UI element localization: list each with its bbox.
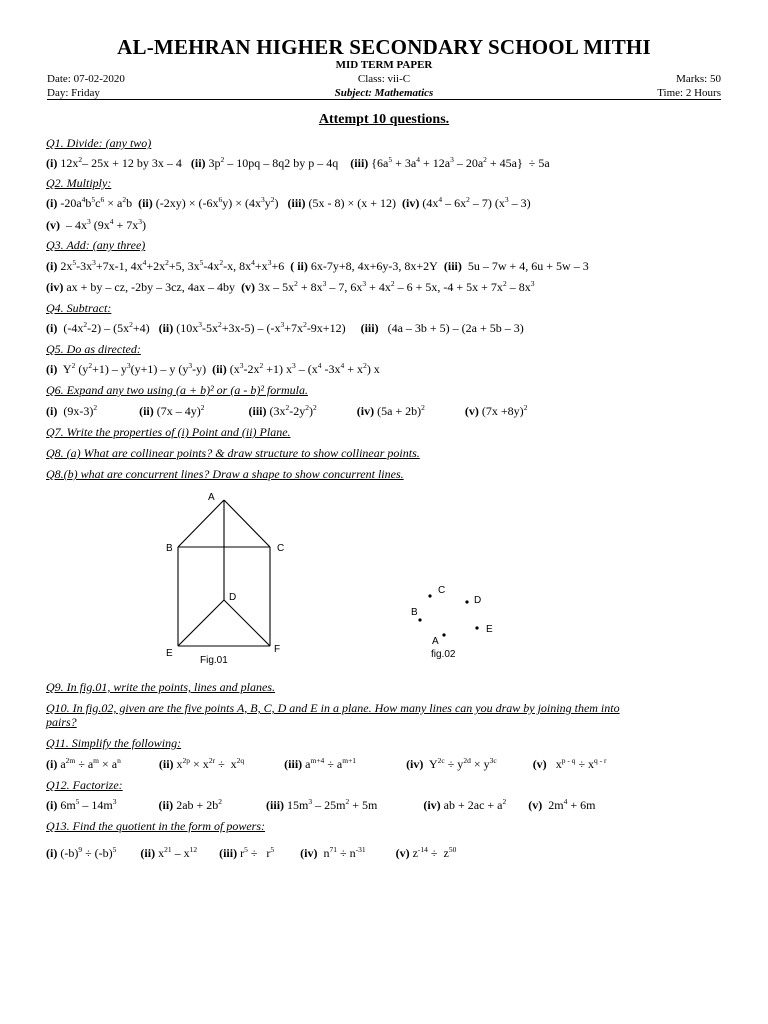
q13-items: (i) $(-b)^9 \div (-b)^5$ (ii) $x^{21} - x^{12}$ (iii) $r^5 \div r^5$ (iv) $n^{71} \div n^{-31}$ (v) $z^{-14} \div z^{50}$ <box>46 845 457 860</box>
q1-items: (i) $12x^2-$ 25x + 12 by 3x – 4 (ii) $3p^2 - 10pq - 8q2$ by p – 4q (iii) $\{6a^5 + 3a^4 + 12a^3 - 20a^2 + 45a\} \div 5a$ <box>46 155 550 170</box>
q1-heading: Q1. Divide: (any two) <box>46 136 152 150</box>
q3-items-1: (i) $2x^5-3x^3+7x-1$, $4x^4+2x^2+5$, $3x^5-4x^2-x$, $8x^4+x^3+6$ ( ii) 6x-7y+8, 4x+6y-3, 8x+2Y (iii) 5u – 7w + 4, 6u + 5w – 3 <box>46 258 589 273</box>
fig2-point-b <box>418 618 421 621</box>
q8a-heading: Q8. (a) What are collinear points? & draw structure to show collinear points. <box>46 446 420 460</box>
exam-class: Class: vii-C <box>357 73 411 85</box>
q10-heading: Q10. In fig.02, given are the five points A, B, C, D and E in a plane. How many lines can you draw by joining them into <box>46 701 620 715</box>
q12-items: (i) $6m^5 - 14m^3$ (ii) $2ab + 2b^2$ (iii) $15m^3 - 25m^2 + 5m$ (iv) ab + $2ac + a^2$ (v) $2m^4 + 6m$ <box>46 797 596 812</box>
exam-subject: Subject: Mathematics <box>334 87 434 99</box>
fig1-edge-df <box>224 600 270 646</box>
instruction: Attempt 10 questions. <box>318 112 450 127</box>
school-name: AL-MEHRAN HIGHER SECONDARY SCHOOL MITHI <box>117 35 651 59</box>
exam-day: Day: Friday <box>47 87 100 99</box>
q11-items: (i) $a^{2m} \div a^m \times a^n$ (ii) $x^{2p} \times x^{2r} \div x^{2q}$ (iii) $a^{m+4} \div a^{m+1}$ (iv) $Y^{2c} \div y^{2d} \times y^{3c}$ (v) $x^{p - q} \div x^{q - r}$ <box>46 756 607 771</box>
fig2-label-d: D <box>474 595 482 606</box>
fig2-label-b: B <box>411 607 418 618</box>
fig2-point-a <box>442 633 445 636</box>
q3-items-2: (iv) ax + by – cz, -2by – 3cz, 4ax – 4by (v) $3x - 5x^2 + 8x^3 - 7$, $6x^3 + 4x^2 - 6 + 5x$, $-4 + 5x + 7x^2 - 8x^3$ <box>46 279 535 294</box>
exam-date: Date: 07-02-2020 <box>47 73 125 85</box>
fig1-label-a: A <box>208 492 215 503</box>
paper-type: MID TERM PAPER <box>335 59 433 71</box>
q8b-heading: Q8.(b) what are concurrent lines? Draw a shape to show concurrent lines. <box>46 467 404 481</box>
q11-heading: Q11. Simplify the following: <box>46 736 182 750</box>
q6-heading: Q6. Expand any two using (a + b)² or (a - b)² formula. <box>46 383 308 397</box>
fig2-points <box>418 594 478 636</box>
q9-heading: Q9. In fig.01, write the points, lines and planes. <box>46 680 275 694</box>
q3-heading: Q3. Add: (any three) <box>46 238 146 252</box>
fig1-label-f: F <box>274 644 281 655</box>
q12-heading: Q12. Factorize: <box>46 778 123 792</box>
fig1-edge-ac <box>224 500 270 547</box>
q5-items: (i) $Y^2$ $(y^2+1) - y^3(y+1) - y$ $(y^3-y)$ (ii) $(x^3-2x^2 +1)$ $x^3 - (x^4$ $-3x^4 + x^2$) x <box>46 361 380 376</box>
q4-items: (i) $(-4x^2-2) - (5x^2+4)$ (ii) $(10x^3-5x^2+3x-5) - (-x^3+7x^2-9x+12)$ (iii) (4a – 3b + 5) – (2a + 5b – 3) <box>46 320 524 335</box>
q2-heading: Q2. Multiply: <box>46 176 112 190</box>
q2-items-1: (i) $-20a^4b^5c^6 \times a^2b$ (ii) $(-2xy) \times (-6x^6y) \times (4x^3y^2)$ (iii) (5x - 8) × (x + 12) (iv) $(4x^4 - 6x^2 - 7)$ $(x^3 - 3)$ <box>46 195 531 210</box>
q10-heading-cont: pairs? <box>46 715 77 729</box>
fig2-caption: fig.02 <box>431 649 456 660</box>
fig1-caption: Fig.01 <box>200 655 228 666</box>
q4-heading: Q4. Subtract: <box>46 301 112 315</box>
fig2-point-e <box>475 626 478 629</box>
q7-heading: Q7. Write the properties of (i) Point and (ii) Plane. <box>46 425 291 439</box>
exam-time: Time: 2 Hours <box>657 87 721 99</box>
fig2-labels <box>411 585 493 660</box>
fig2-label-a: A <box>432 636 439 647</box>
fig1-label-b: B <box>166 543 173 554</box>
fig2-label-c: C <box>438 585 446 596</box>
q2-items-2: $(v) - 4x^3$ $(9x^4 + 7x^3)$ <box>46 217 147 232</box>
fig1-label-e: E <box>166 648 173 659</box>
fig1-label-c: C <box>277 543 285 554</box>
fig1-edge-ab <box>178 500 224 547</box>
fig1-edge-de <box>178 600 224 646</box>
fig2-label-e: E <box>486 624 493 635</box>
q13-heading: Q13. Find the quotient in the form of powers: <box>46 819 265 833</box>
fig2-point-c <box>428 594 431 597</box>
fig2-point-d <box>465 600 468 603</box>
exam-marks: Marks: 50 <box>676 73 721 85</box>
q6-items: (i) $(9x-3)^2$ (ii) (7x – 4y)$^2$ (iii) $(3x^2-2y^2)^2$ (iv) $(5a + 2b)^2$ (v) $(7x +8y)^2$ <box>46 403 528 418</box>
fig1-label-d: D <box>229 592 237 603</box>
q5-heading: Q5. Do as directed: <box>46 342 141 356</box>
fig1-prism <box>178 500 270 646</box>
